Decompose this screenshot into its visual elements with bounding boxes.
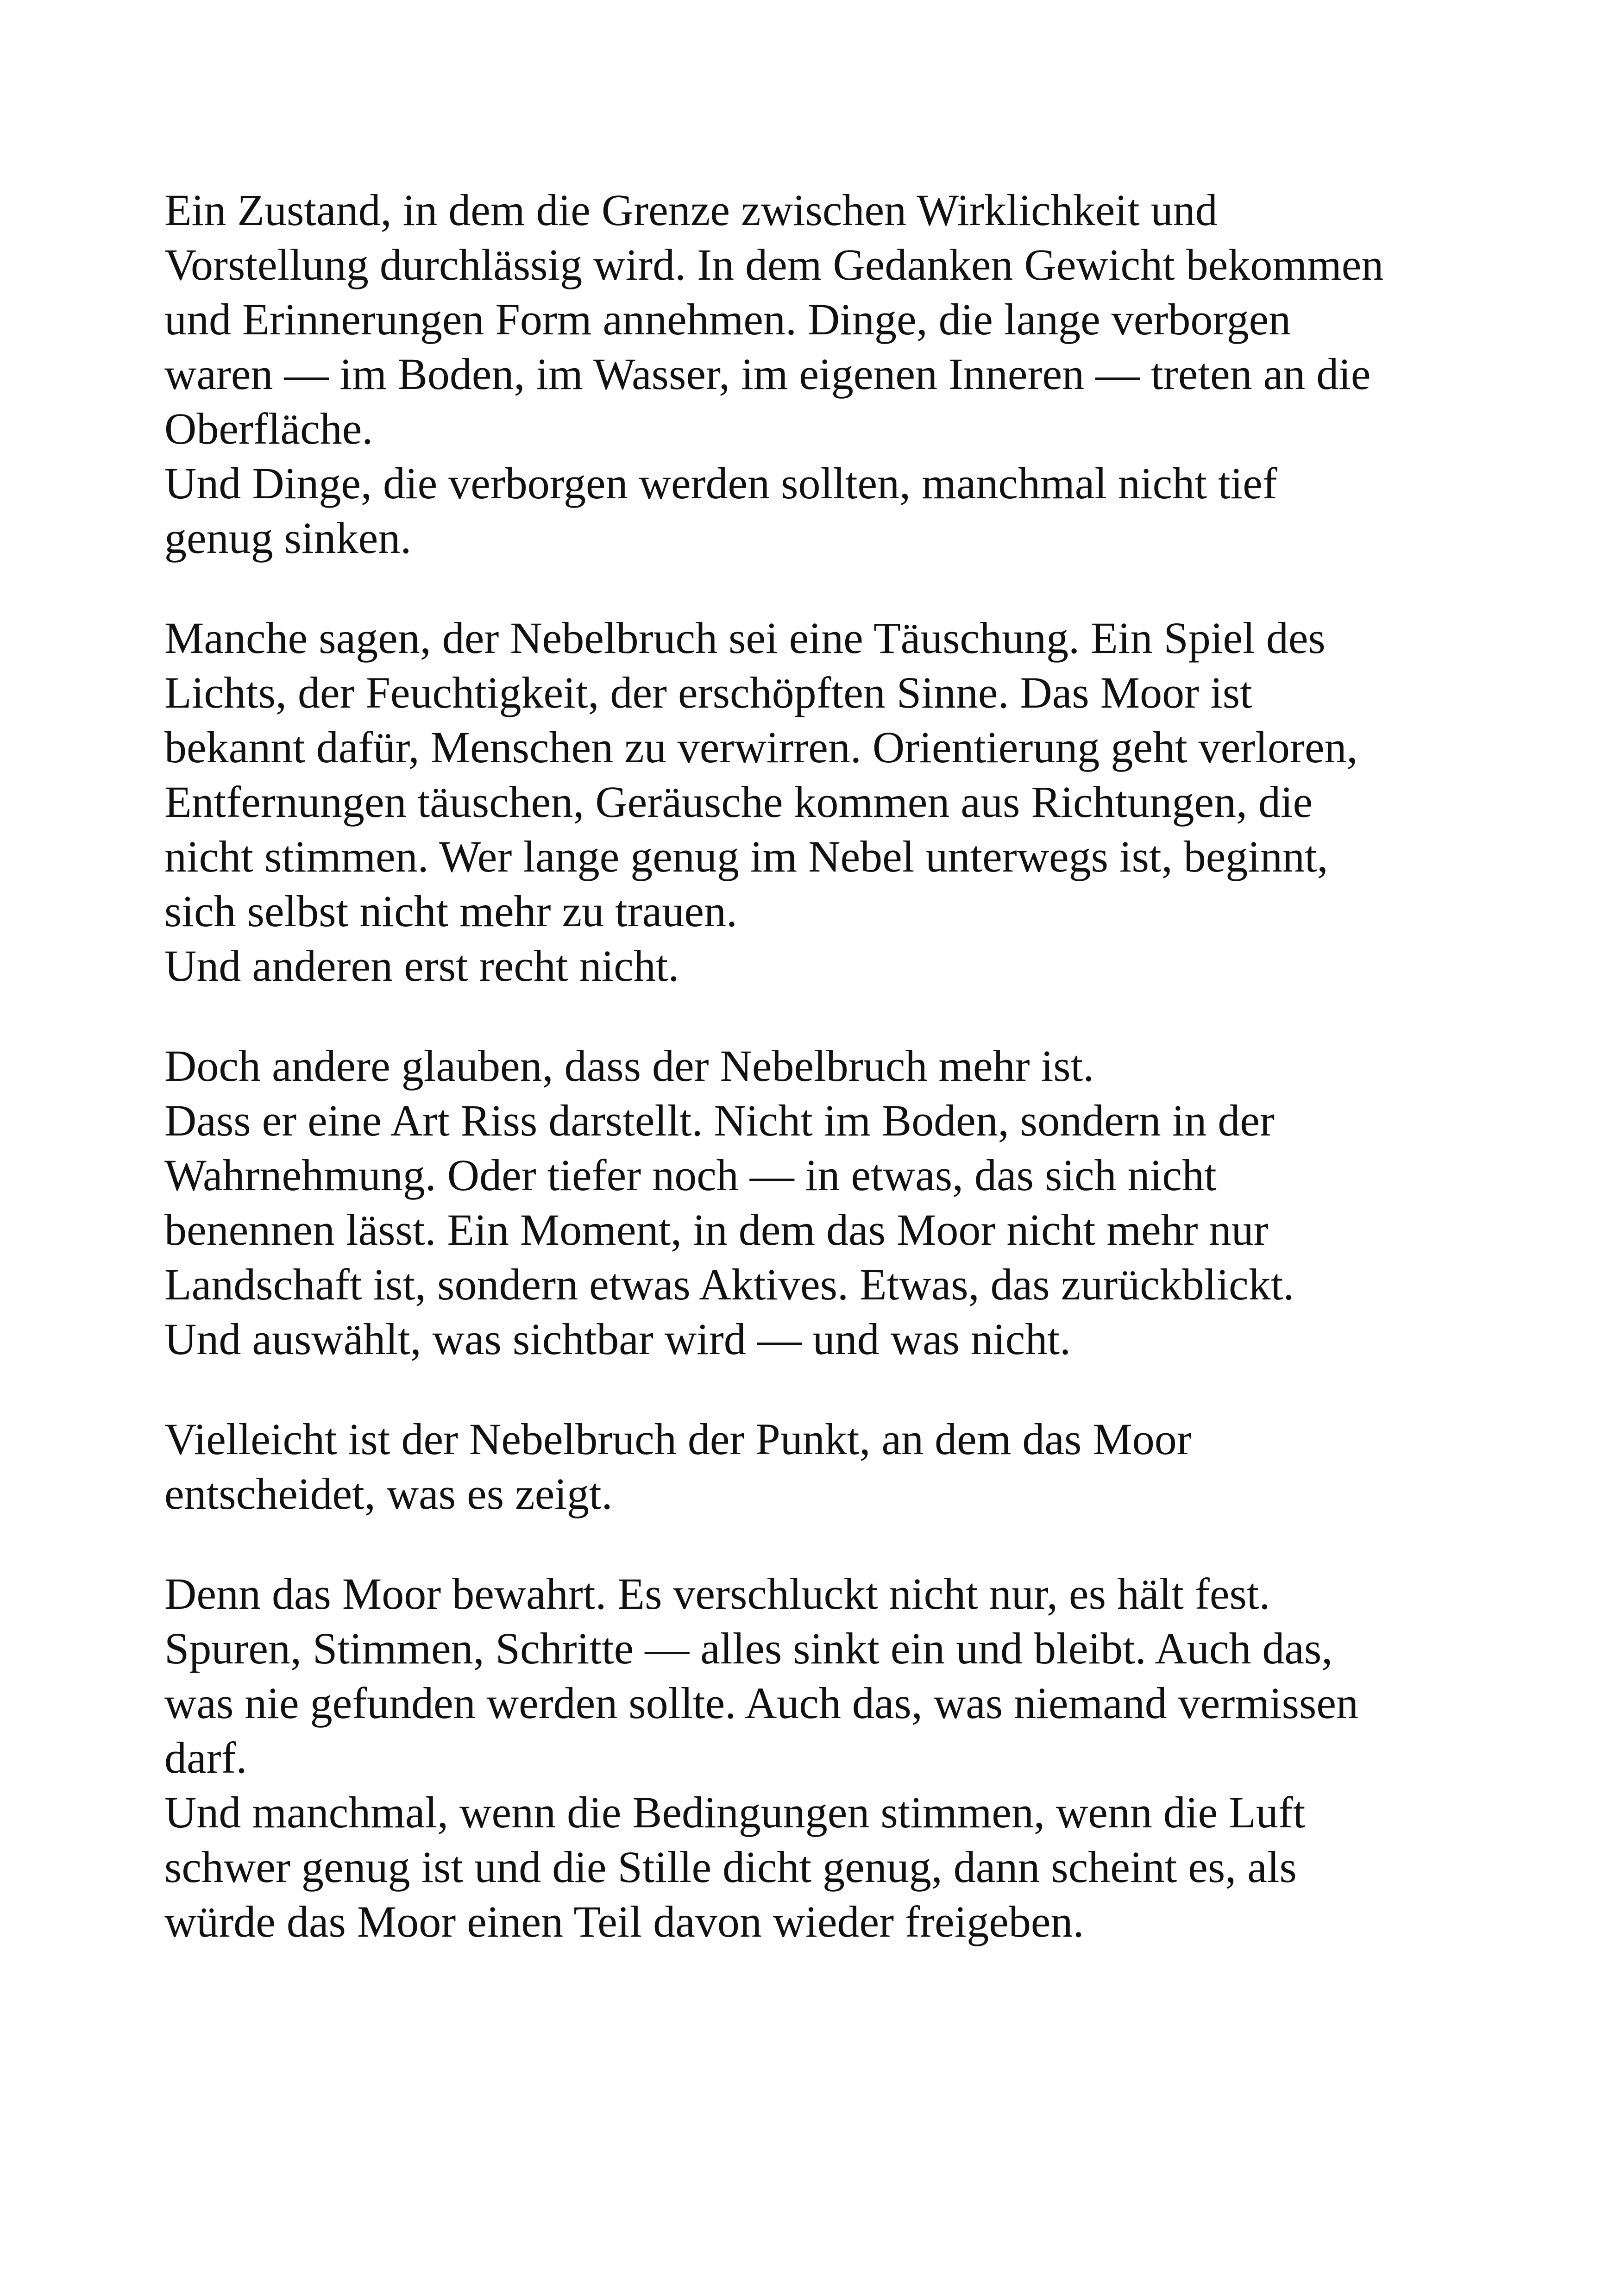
text-line: Und anderen erst recht nicht. [164, 941, 679, 991]
text-line: sich selbst nicht mehr zu trauen. [164, 886, 737, 936]
text-line: Und auswählt, was sichtbar wird — und was nicht. [164, 1314, 1071, 1364]
paragraph-5 [164, 1567, 1489, 1949]
text-line: Ein Zustand, in dem die Grenze zwischen Wirklichkeit und [164, 185, 1218, 235]
paragraph-4 [164, 1412, 1489, 1521]
text-line: schwer genug ist und die Stille dicht genug, dann scheint es, als [164, 1842, 1297, 1892]
text-line: Entfernungen täuschen, Geräusche kommen aus Richtungen, die [164, 777, 1313, 827]
text-line: Lichts, der Feuchtigkeit, der erschöpften Sinne. Das Moor ist [164, 668, 1252, 717]
text-line: waren — im Boden, im Wasser, im eigenen Inneren — treten an die [164, 349, 1371, 399]
text-line: Spuren, Stimmen, Schritte — alles sinkt ein und bleibt. Auch das, [164, 1624, 1333, 1673]
text-line: darf. [164, 1733, 247, 1782]
text-line: Denn das Moor bewahrt. Es verschluckt nicht nur, es hält fest. [164, 1569, 1270, 1618]
text-line: Wahrnehmung. Oder tiefer noch — in etwas, das sich nicht [164, 1150, 1217, 1200]
text-line: würde das Moor einen Teil davon wieder freigeben. [164, 1897, 1084, 1946]
text-line: benennen lässt. Ein Moment, in dem das Moor nicht mehr nur [164, 1205, 1269, 1255]
text-line: entscheidet, was es zeigt. [164, 1469, 613, 1518]
text-line: und Erinnerungen Form annehmen. Dinge, die lange verborgen [164, 295, 1291, 344]
text-line: bekannt dafür, Menschen zu verwirren. Orientierung geht verloren, [164, 722, 1358, 772]
paragraph-2 [164, 611, 1489, 993]
text-line: Und Dinge, die verborgen werden sollten, manchmal nicht tief [164, 458, 1277, 508]
text-line: Vielleicht ist der Nebelbruch der Punkt, an dem das Moor [164, 1414, 1192, 1464]
text-line: Landschaft ist, sondern etwas Aktives. Etwas, das zurückblickt. [164, 1260, 1294, 1309]
text-line: Oberfläche. [164, 404, 373, 453]
text-line: Vorstellung durchlässig wird. In dem Gedanken Gewicht bekommen [164, 240, 1384, 289]
text-line: Manche sagen, der Nebelbruch sei eine Täuschung. Ein Spiel des [164, 613, 1326, 663]
text-line: genug sinken. [164, 513, 412, 563]
text-line: was nie gefunden werden sollte. Auch das, was niemand vermissen [164, 1678, 1358, 1728]
paragraph-3 [164, 1039, 1489, 1367]
text-line: Und manchmal, wenn die Bedingungen stimmen, wenn die Luft [164, 1788, 1306, 1837]
text-line: Doch andere glauben, dass der Nebelbruch mehr ist. [164, 1041, 1094, 1091]
document-body [164, 183, 1489, 1995]
text-line: Dass er eine Art Riss darstellt. Nicht im Boden, sondern in der [164, 1096, 1275, 1145]
text-line: nicht stimmen. Wer lange genug im Nebel unterwegs ist, beginnt, [164, 832, 1328, 881]
paragraph-1 [164, 183, 1489, 565]
